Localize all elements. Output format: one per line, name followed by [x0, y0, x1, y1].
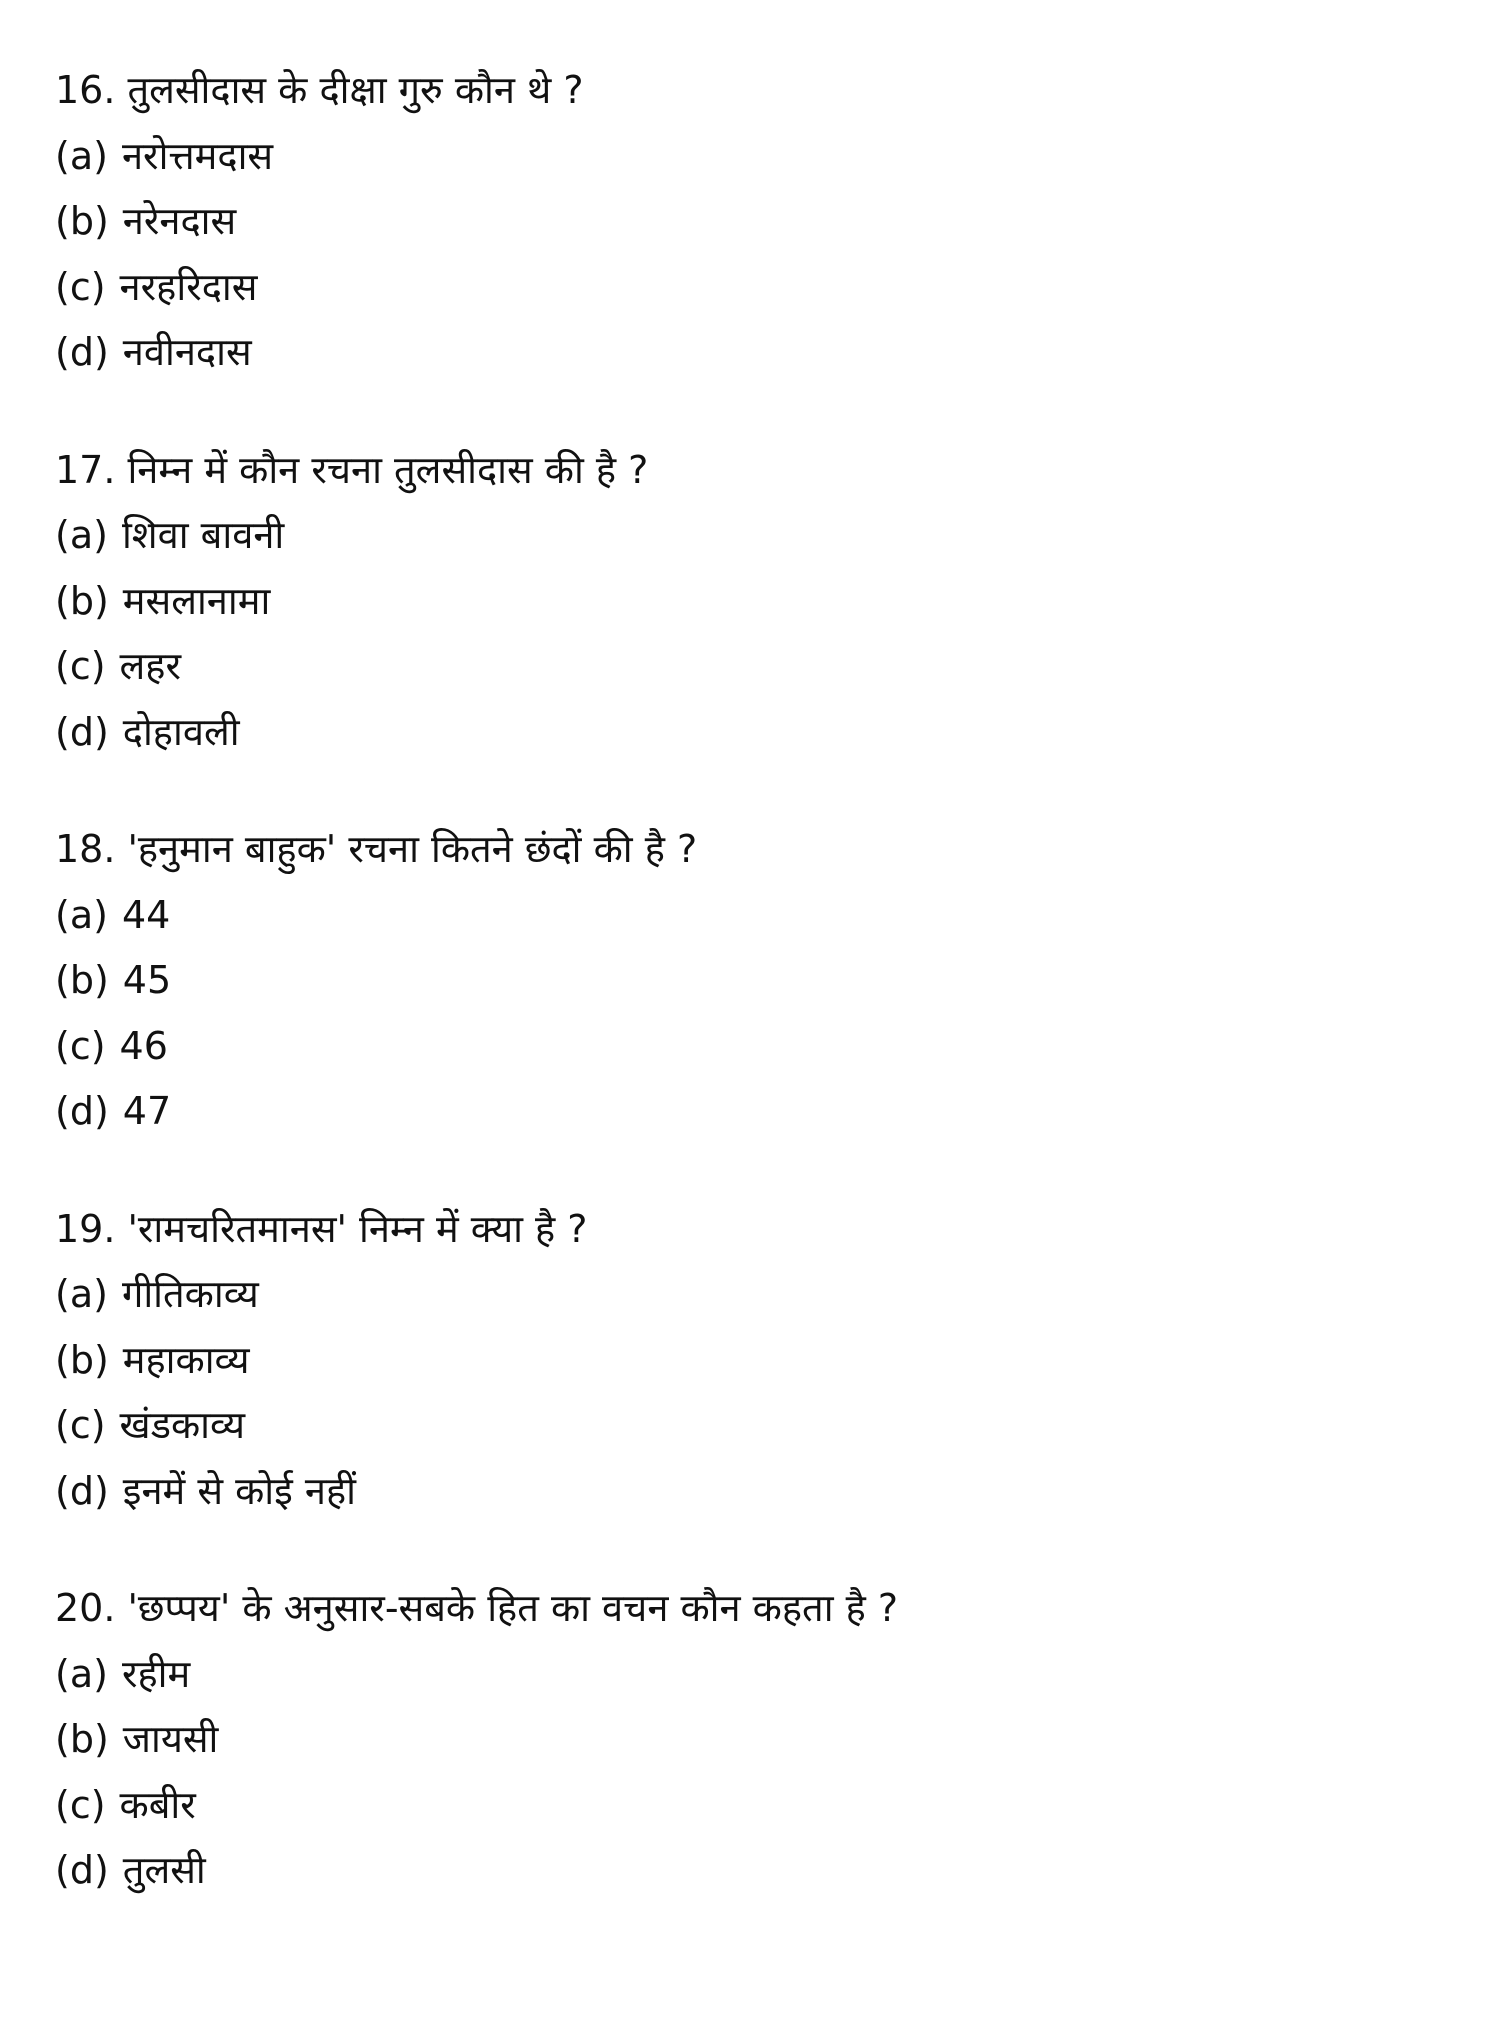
question-text: 'रामचरितमानस' निम्न में क्या है ? — [127, 1206, 588, 1251]
option-letter: (c) — [55, 264, 106, 309]
option-letter: (a) — [55, 133, 108, 178]
question-number: 20. — [55, 1586, 116, 1630]
question-17 — [55, 438, 1455, 766]
option-letter: (a) — [55, 513, 108, 557]
option-text: लहर — [119, 644, 182, 688]
option-text: शिवा बावनी — [121, 513, 285, 557]
option-letter: (a) — [55, 1272, 108, 1316]
option-c — [55, 1773, 1455, 1839]
option-letter: (a) — [55, 1651, 108, 1696]
option-b — [55, 948, 1455, 1014]
option-letter: (b) — [55, 1717, 109, 1761]
option-letter: (b) — [55, 958, 109, 1002]
option-text: नवीनदास — [122, 330, 252, 374]
option-letter: (d) — [55, 330, 109, 374]
question-number: 16. — [55, 68, 116, 112]
option-text: 47 — [122, 1089, 172, 1133]
option-b — [55, 1707, 1455, 1773]
option-text: गीतिकाव्य — [121, 1272, 259, 1316]
option-text: 44 — [121, 892, 171, 937]
option-text: इनमें से कोई नहीं — [122, 1468, 356, 1513]
question-stem — [55, 1576, 1455, 1642]
question-stem — [55, 58, 1455, 124]
option-letter: (d) — [55, 1468, 109, 1513]
option-text: नरोत्तमदास — [121, 133, 274, 178]
question-stem — [55, 817, 1455, 883]
option-d — [55, 1459, 1455, 1525]
question-sheet — [55, 58, 1455, 1956]
question-text: 'छप्पय' के अनुसार-सबके हित का वचन कौन कहता है ? — [127, 1586, 899, 1630]
option-letter: (a) — [55, 892, 108, 937]
option-letter: (c) — [55, 1403, 106, 1447]
option-a — [55, 1642, 1455, 1708]
option-d — [55, 700, 1455, 766]
option-c — [55, 1393, 1455, 1459]
option-letter: (d) — [55, 709, 109, 754]
option-text: कबीर — [119, 1782, 196, 1827]
option-a — [55, 1262, 1455, 1328]
question-stem — [55, 438, 1455, 504]
question-16 — [55, 58, 1455, 386]
question-text: तुलसीदास के दीक्षा गुरु कौन थे ? — [127, 68, 584, 112]
option-letter: (c) — [55, 1782, 106, 1827]
option-b — [55, 189, 1455, 255]
question-19 — [55, 1197, 1455, 1525]
option-c — [55, 255, 1455, 321]
option-text: मसलानामा — [122, 578, 271, 623]
option-text: खंडकाव्य — [119, 1403, 246, 1447]
option-text: रहीम — [121, 1651, 191, 1696]
option-letter: (d) — [55, 1089, 109, 1133]
question-20 — [55, 1576, 1455, 1904]
question-number: 18. — [55, 827, 116, 871]
option-letter: (b) — [55, 1337, 109, 1382]
question-text: 'हनुमान बाहुक' रचना कितने छंदों की है ? — [127, 827, 698, 871]
question-number: 19. — [55, 1206, 116, 1251]
option-text: तुलसी — [122, 1848, 206, 1892]
option-a — [55, 124, 1455, 190]
option-a — [55, 883, 1455, 949]
option-text: 45 — [122, 958, 172, 1002]
option-letter: (c) — [55, 1023, 106, 1068]
option-letter: (c) — [55, 644, 106, 688]
option-letter: (b) — [55, 578, 109, 623]
question-stem — [55, 1197, 1455, 1263]
question-number: 17. — [55, 447, 116, 492]
option-d — [55, 1838, 1455, 1904]
option-b — [55, 569, 1455, 635]
question-text: निम्न में कौन रचना तुलसीदास की है ? — [127, 447, 649, 492]
option-text: महाकाव्य — [122, 1337, 250, 1382]
option-text: नरेनदास — [122, 199, 237, 243]
option-d — [55, 320, 1455, 386]
option-c — [55, 1014, 1455, 1080]
question-18 — [55, 817, 1455, 1145]
option-c — [55, 634, 1455, 700]
option-text: नरहरिदास — [119, 264, 258, 309]
option-letter: (d) — [55, 1848, 109, 1892]
option-text: जायसी — [122, 1717, 219, 1761]
option-a — [55, 503, 1455, 569]
option-text: दोहावली — [122, 709, 240, 754]
option-letter: (b) — [55, 199, 109, 243]
option-text: 46 — [119, 1023, 168, 1068]
option-d — [55, 1079, 1455, 1145]
option-b — [55, 1328, 1455, 1394]
